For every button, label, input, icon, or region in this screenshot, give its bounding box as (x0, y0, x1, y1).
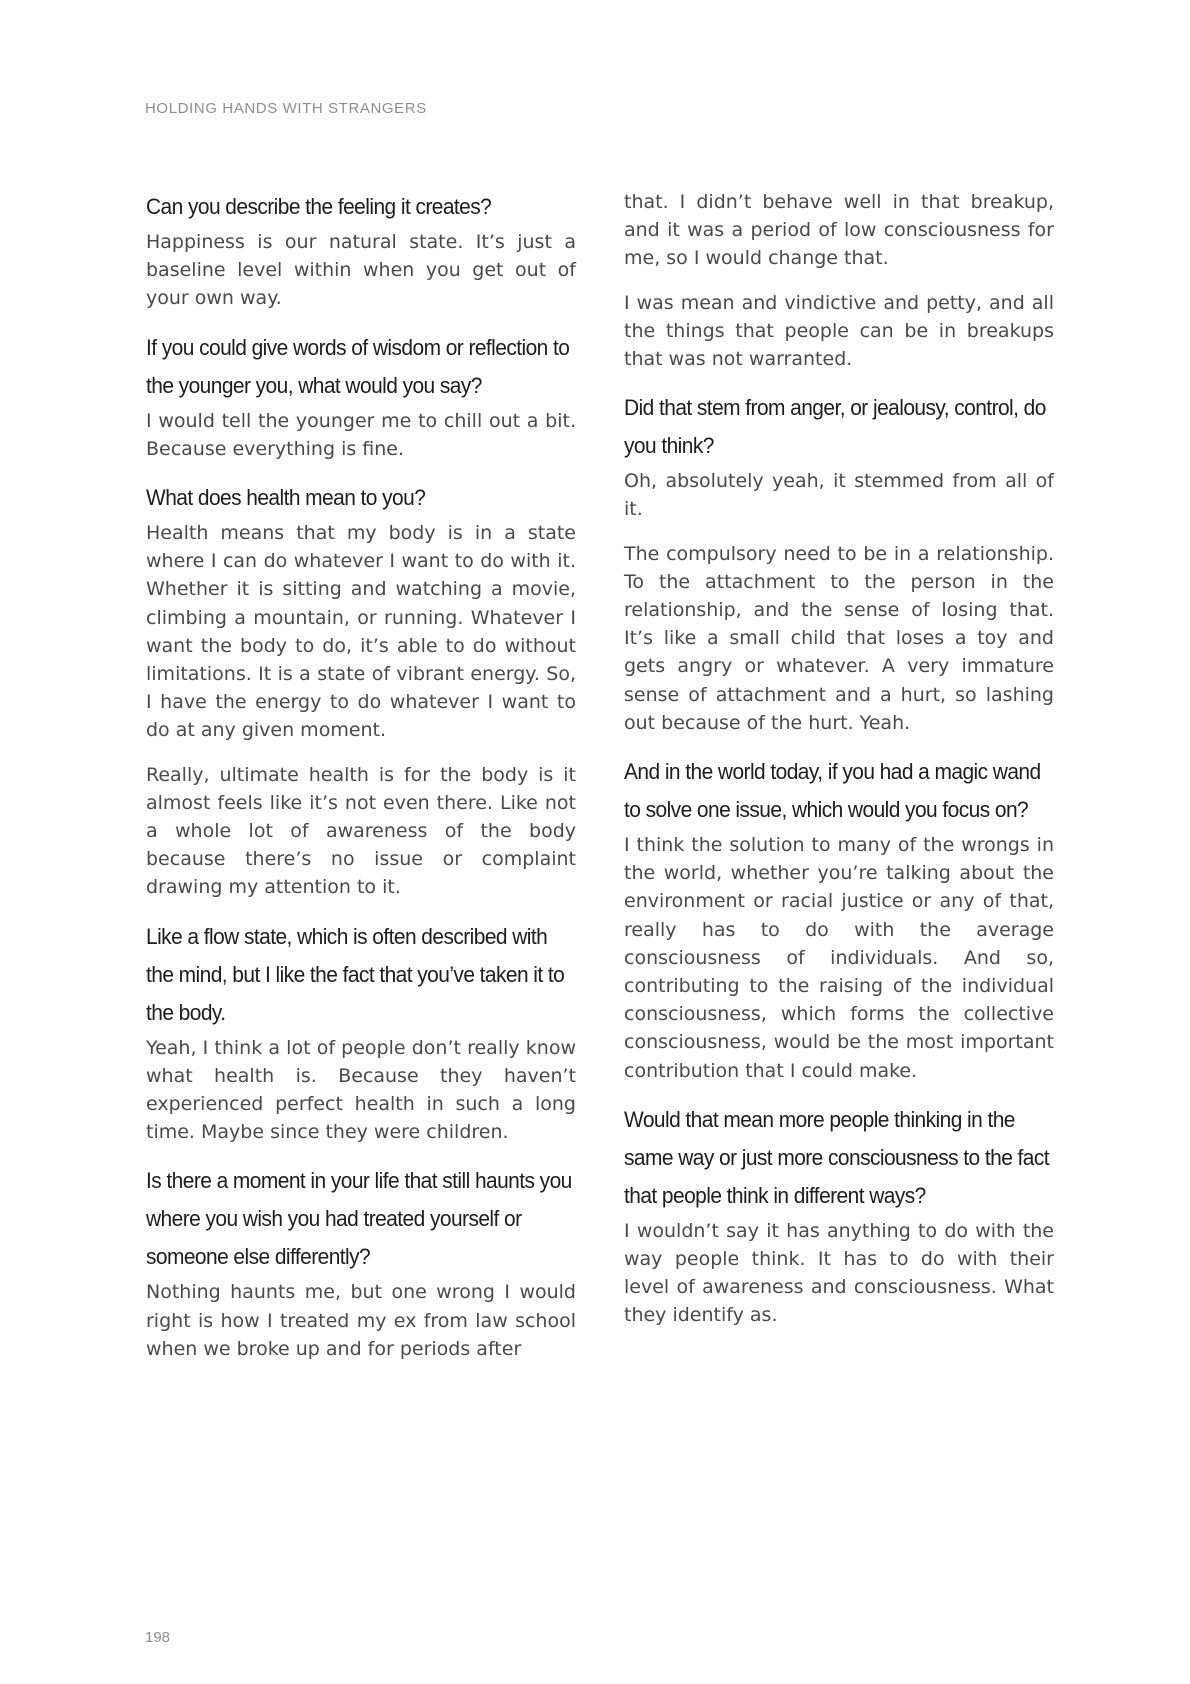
question: Can you describe the feeling it creates? (146, 194, 492, 219)
question: Is there a moment in your life that still haunts you where you wish you had treated yourself or someone else differently? (146, 1168, 572, 1270)
answer: Yeah, I think a lot of people don’t really know what health is. Because they haven’t experienced perfect health in such a long time. Maybe since they were children. (146, 1036, 576, 1144)
answer: Nothing haunts me, but one wrong I would right is how I treated my ex from law school when we broke up and for periods after (146, 1281, 576, 1360)
answer: Happiness is our natural state. It’s just a baseline level within when you get out of your own way. (146, 231, 576, 310)
answer: Oh, absolutely yeah, it stemmed from all of it. (624, 470, 1054, 521)
answer: that. I didn’t behave well in that breakup, and it was a period of low consciousness for me, so I would change that. (624, 191, 1054, 270)
question: If you could give words of wisdom or reflection to the younger you, what would you say? (146, 334, 570, 398)
answer: I would tell the younger me to chill out a bit. Because everything is fine. (146, 409, 576, 460)
answer: Health means that my body is in a state where I can do whatever I want to do with it. Whether it is sitting and watching a movie, climbing a mountain, or running. Whatever I want the body to do, it’s able to do without limitations. It is a state of vibrant energy. So, I have the energy to do whatever I want to do at any given moment. (146, 522, 576, 742)
left-column (146, 188, 576, 1379)
answer: I wouldn’t say it has anything to do with the way people think. It has to do with their level of awareness and consciousness. What they identify as. (624, 1219, 1054, 1327)
right-column (624, 188, 1054, 1346)
running-head: HOLDING HANDS WITH STRANGERS (145, 100, 427, 117)
answer: The compulsory need to be in a relationship. To the attachment to the person in the relationship, and the sense of losing that. It’s like a small child that loses a toy and gets angry or whatever. A very immature sense of attachment and a hurt, so lashing out because of the hurt. Yeah. (624, 542, 1054, 734)
question: And in the world today, if you had a magic wand to solve one issue, which would you focus on? (624, 759, 1041, 823)
question: Did that stem from anger, or jealousy, control, do you think? (624, 395, 1046, 459)
question: What does health mean to you? (146, 485, 426, 511)
question: Would that mean more people thinking in the same way or just more consciousness to the fact that people think in different ways? (624, 1106, 1050, 1208)
question: Like a flow state, which is often described with the mind, but I like the fact that you’ve taken it to the body. (146, 923, 565, 1025)
page-number: 198 (145, 1629, 171, 1646)
answer: I was mean and vindictive and petty, and all the things that people can be in breakups that was not warranted. (624, 291, 1054, 371)
answer: Really, ultimate health is for the body is it almost feels like it’s not even there. Like not a whole lot of awareness of the body because there’s no issue or complaint drawing my attention to it. (146, 763, 576, 899)
answer: I think the solution to many of the wrongs in the world, whether you’re talking about the environment or racial justice or any of that, really has to do with the average consciousness of individuals. And so, contributing to the raising of the individual consciousness, which forms the collective consciousness, would be the most important contribution that I could make. (624, 834, 1054, 1082)
